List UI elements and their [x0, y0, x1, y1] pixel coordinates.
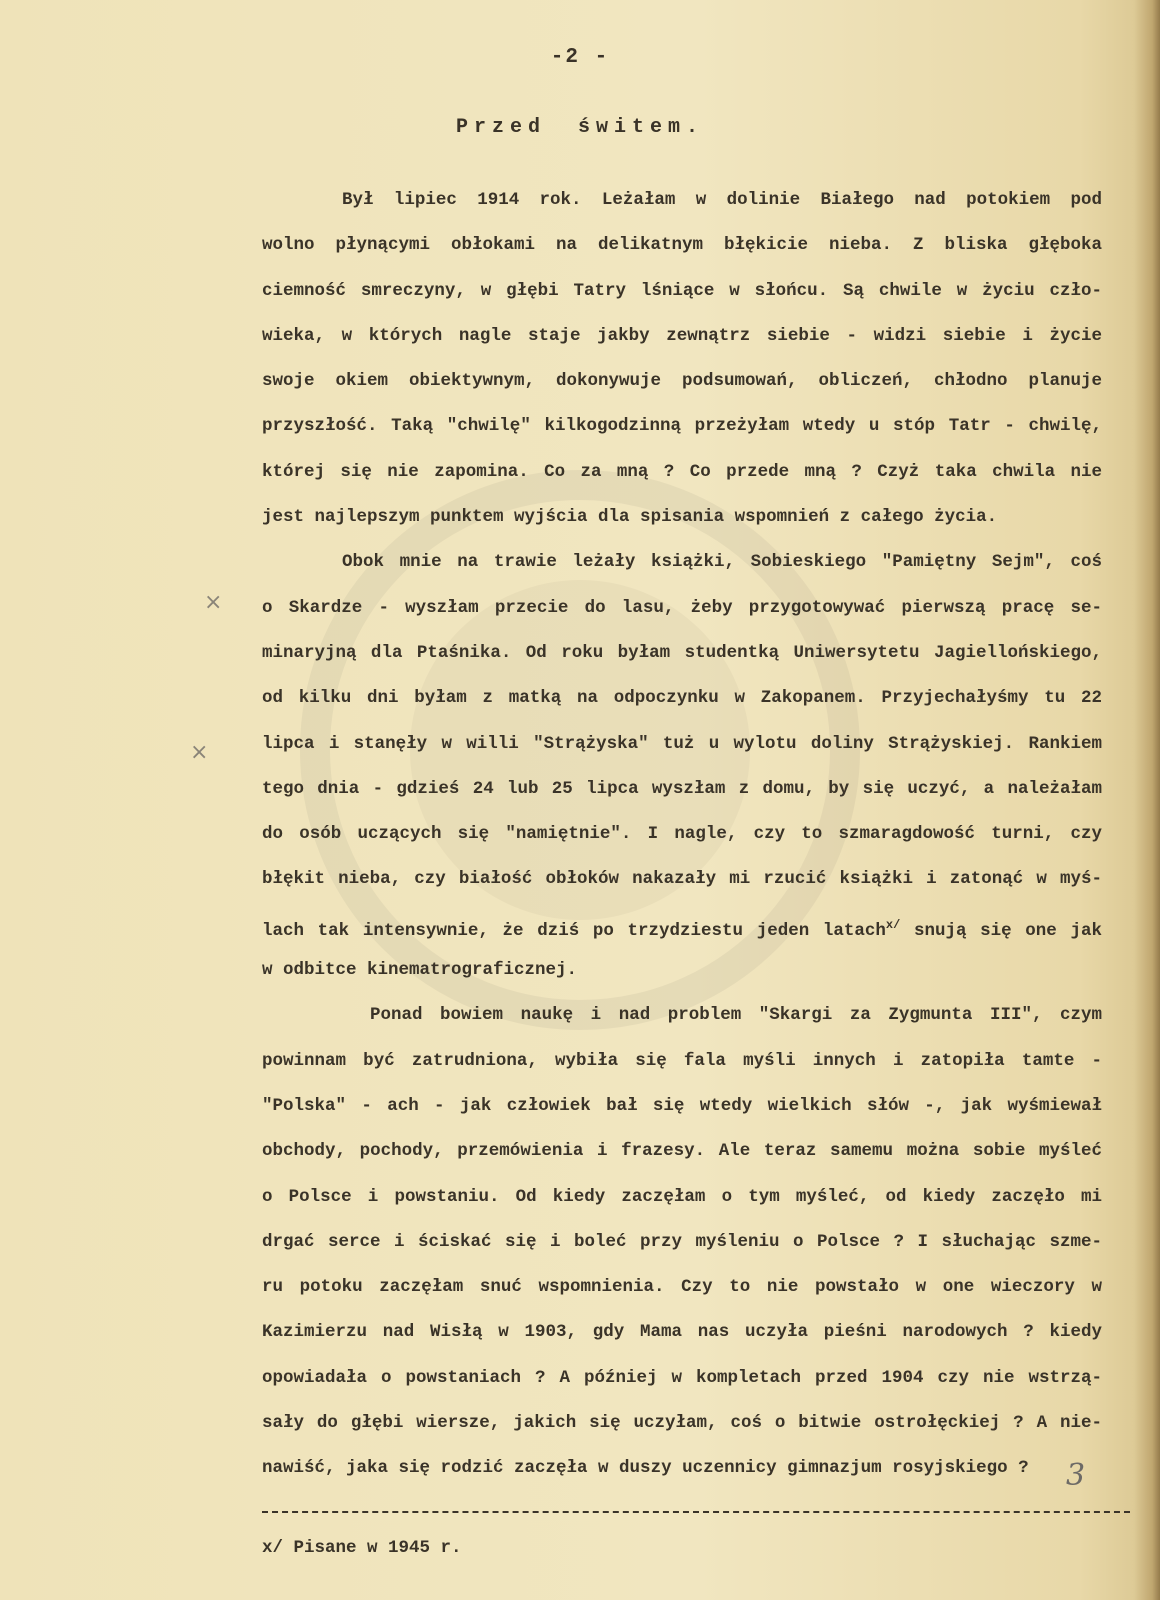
- text-line: minaryjną dla Ptaśnika. Od roku byłam studentką Uniwersytetu Jagiellońskiego,: [262, 642, 1102, 663]
- text-line: o Skardze - wyszłam przecie do lasu, żeby przygotowywać pierwszą pracę se-: [262, 597, 1102, 618]
- footnote-marker: x/: [885, 917, 901, 932]
- text-line: w odbitce kinematrograficznej.: [262, 960, 578, 981]
- text-line: wolno płynącymi obłokami na delikatnym błękicie nieba. Z bliska głęboka: [262, 235, 1102, 256]
- text-line: tego dnia - gdzieś 24 lub 25 lipca wyszłam z domu, by się uczyć, a należałam: [262, 778, 1102, 799]
- text-line: jest najlepszym punktem wyjścia dla spisania wspomnień z całego życia.: [262, 507, 998, 528]
- pencil-page-number: 3: [1066, 1458, 1086, 1493]
- text-line: nawiść, jaka się rodzić zaczęła w duszy uczennicy gimnazjum rosyjskiego ?: [262, 1458, 1029, 1479]
- margin-cross-mark: ×: [204, 590, 223, 615]
- text-line: Kazimierzu nad Wisłą w 1903, gdy Mama nas uczyła pieśni narodowych ? kiedy: [262, 1322, 1102, 1343]
- text-line: Był lipiec 1914 rok. Leżałam w dolinie Białego nad potokiem pod: [342, 190, 1102, 210]
- text-line: od kilku dni byłam z matką na odpoczynku w Zakopanem. Przyjechałyśmy tu 22: [262, 688, 1102, 709]
- text-line: Obok mnie na trawie leżały książki, Sobieskiego "Pamiętny Sejm", coś: [342, 552, 1102, 573]
- text-line: powinnam być zatrudniona, wybiła się fala myśli innych i zatopiła tamte -: [262, 1050, 1102, 1071]
- text-line: błękit nieba, czy białość obłoków nakazały mi rzucić książki i zatonąć w myś-: [262, 869, 1102, 890]
- text-line: wieka, w których nagle staje jakby zewnątrz siebie - widzi siebie i życie: [262, 325, 1102, 346]
- paper-edge-shadow: [1134, 0, 1160, 1600]
- text-line: lipca i stanęły w willi "Strążyska" tuż u wylotu doliny Strążyskiej. Rankiem: [262, 733, 1102, 754]
- document-title: Przed świtem.: [455, 116, 705, 139]
- text-line: sały do głębi wiersze, jakich się uczyłam, coś o bitwie ostrołęckiej ? A nie-: [262, 1413, 1102, 1434]
- footnote: x/ Pisane w 1945 r.: [262, 1538, 462, 1558]
- text-line: drgać serce i ściskać się i boleć przy myśleniu o Polsce ? I słuchając szme-: [262, 1231, 1102, 1252]
- page-number: -2 -: [550, 46, 610, 69]
- text-line-with-footnote: [262, 903, 1102, 948]
- text-line: ru potoku zaczęłam snuć wspomnienia. Czy to nie powstało w one wieczory w: [262, 1277, 1102, 1298]
- text-line: ciemność smreczyny, w głębi Tatry lśniące w słońcu. Są chwile w życiu czło-: [262, 280, 1102, 301]
- text-line: obchody, pochody, przemówienia i frazesy. Ale teraz samemu można sobie myśleć: [262, 1141, 1102, 1162]
- text-line: opowiadała o powstaniach ? A później w kompletach przed 1904 czy nie wstrzą-: [262, 1367, 1102, 1388]
- text-line: której się nie zapomina. Co za mną ? Co przede mną ? Czyż taka chwila nie: [262, 461, 1102, 482]
- margin-cross-mark: ×: [190, 740, 209, 765]
- text-line-part: lach tak intensywnie, że dziś po trzydziestu jeden latach: [262, 920, 886, 941]
- text-line: przyszłość. Taką "chwilę" kilkogodzinną przeżyłam wtedy u stóp Tatr - chwilę,: [262, 416, 1102, 437]
- footnote-divider: [262, 1511, 1130, 1513]
- text-line: o Polsce i powstaniu. Od kiedy zaczęłam o tym myśleć, od kiedy zaczęło mi: [262, 1186, 1102, 1207]
- text-line: "Polska" - ach - jak człowiek bał się wtedy wielkich słów -, jak wyśmiewał: [262, 1095, 1102, 1116]
- text-line: swoje okiem obiektywnym, dokonywuje podsumowań, obliczeń, chłodno planuje: [262, 371, 1102, 392]
- text-line: do osób uczących się "namiętnie". I nagle, czy to szmaragdowość turni, czy: [262, 824, 1102, 845]
- text-line-part: snują się one jak: [913, 920, 1102, 941]
- text-line: Ponad bowiem naukę i nad problem "Skargi za Zygmunta III", czym: [370, 1005, 1102, 1026]
- typed-text: [262, 178, 1102, 1492]
